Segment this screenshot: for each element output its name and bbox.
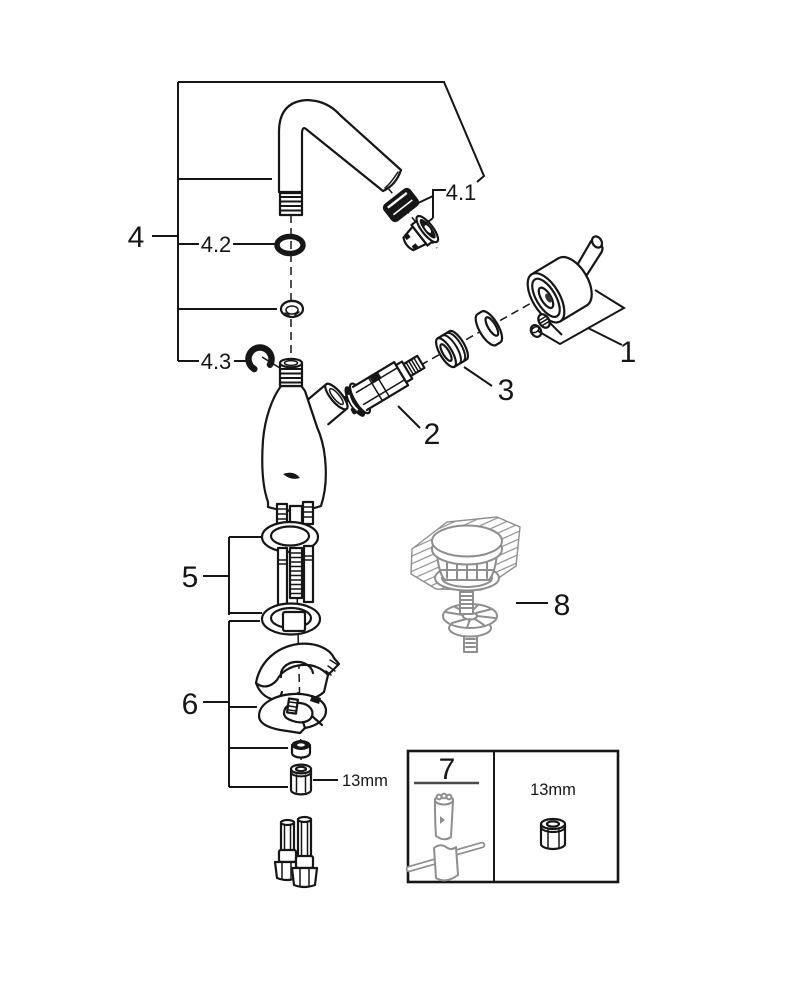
hex-nut-13mm-box <box>541 819 565 849</box>
threaded-rod-right <box>304 546 313 602</box>
part-4-spout <box>279 100 401 215</box>
supply-hoses <box>275 817 317 887</box>
part-1-handle <box>520 235 604 339</box>
faucet-body <box>262 359 351 511</box>
label-part-4: 4 <box>127 221 145 254</box>
part-3-collar-ring <box>432 328 471 370</box>
spout-tube <box>279 100 401 192</box>
hex-sleeve-13mm <box>291 765 311 795</box>
label-part-7: 7 <box>438 753 456 786</box>
label-part-4-3: 4.3 <box>200 349 232 374</box>
threaded-tube-center <box>290 548 302 598</box>
label-part-1: 1 <box>619 336 637 369</box>
shank-nut <box>292 740 311 758</box>
mousseur <box>381 186 421 224</box>
label-part-5: 5 <box>181 561 199 594</box>
label-hex-size-inline: 13mm <box>342 772 388 790</box>
part-6-fastening-set <box>256 644 339 795</box>
label-part-4-1: 4.1 <box>445 180 477 205</box>
label-part-3: 3 <box>497 374 515 407</box>
part-4-3-retaining-clip <box>249 348 272 369</box>
label-part-6: 6 <box>181 688 199 721</box>
label-part-8: 8 <box>553 589 571 622</box>
drain-cap-top <box>432 526 502 557</box>
flow-control <box>397 213 442 258</box>
part-8-popup-waste <box>411 517 520 652</box>
threaded-rod-left <box>278 548 287 606</box>
label-part-2: 2 <box>423 418 441 451</box>
label-part-4-2: 4.2 <box>200 232 232 257</box>
spout-bearing-ring <box>281 301 303 317</box>
part-2-cartridge <box>339 347 430 421</box>
part-4-2-o-ring <box>277 237 303 254</box>
part-5-mounting-set <box>262 502 320 635</box>
part-3-cone-seal <box>471 308 506 349</box>
label-hex-size-box: 13mm <box>530 781 576 799</box>
